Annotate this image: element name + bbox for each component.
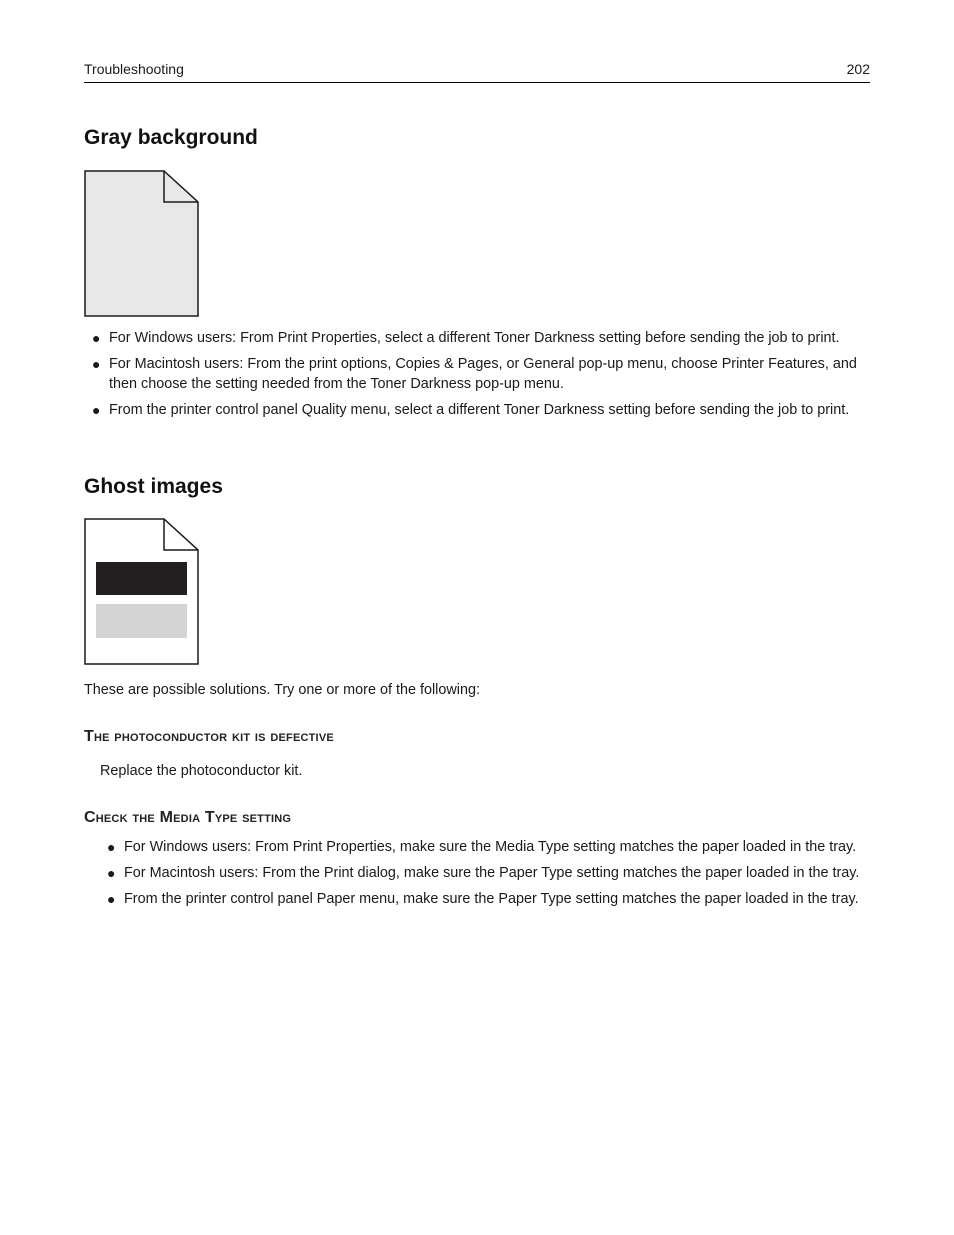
list-item-text: For Windows users: From Print Properties, make sure the Media Type setting matches the paper loaded in the tray. [124, 839, 857, 855]
list-item [99, 890, 874, 910]
list-item-text: For Windows users: From Print Properties, select a different Toner Darkness setting before sending the job to print. [109, 330, 840, 346]
photoconductor-instruction: Replace the photoconductor kit. [100, 763, 303, 779]
solutions-intro: These are possible solutions. Try one or more of the following: [84, 682, 480, 698]
gray-background-solutions-list [84, 329, 874, 427]
page-number: 202 [846, 61, 870, 77]
gray-page-illustration-icon [84, 170, 200, 318]
list-item-text: For Macintosh users: From the Print dialog, make sure the Paper Type setting matches the paper loaded in the tray. [124, 865, 860, 881]
section-title: Troubleshooting [84, 61, 184, 77]
list-item-text: For Macintosh users: From the print options, Copies & Pages, or General pop-up menu, choose Printer Features, and then choose the setting needed from the Toner Darkness pop-up menu. [109, 356, 857, 392]
heading-gray-background: Gray background [84, 126, 258, 149]
list-item [84, 329, 874, 349]
bullet-icon: ● [107, 865, 116, 881]
bullet-icon: ● [92, 401, 101, 418]
heading-ghost-images: Ghost images [84, 475, 223, 498]
subheading-media-type: Check the Media Type setting [84, 809, 292, 826]
list-item [99, 864, 874, 884]
media-type-solutions-list [99, 838, 874, 916]
list-item [99, 838, 874, 858]
running-header [84, 60, 870, 83]
list-item-text: From the printer control panel Quality menu, select a different Toner Darkness setting before sending the job to print. [109, 401, 850, 418]
list-item [84, 401, 874, 421]
bullet-icon: ● [107, 839, 116, 855]
subheading-photoconductor: The photoconductor kit is defective [84, 728, 334, 745]
ghost-image-page-illustration-icon [84, 518, 200, 666]
bullet-icon: ● [92, 330, 101, 346]
bullet-icon: ● [92, 356, 101, 372]
list-item [84, 355, 874, 394]
bullet-icon: ● [107, 891, 116, 907]
list-item-text: From the printer control panel Paper menu, make sure the Paper Type setting matches the paper loaded in the tray. [124, 891, 859, 907]
